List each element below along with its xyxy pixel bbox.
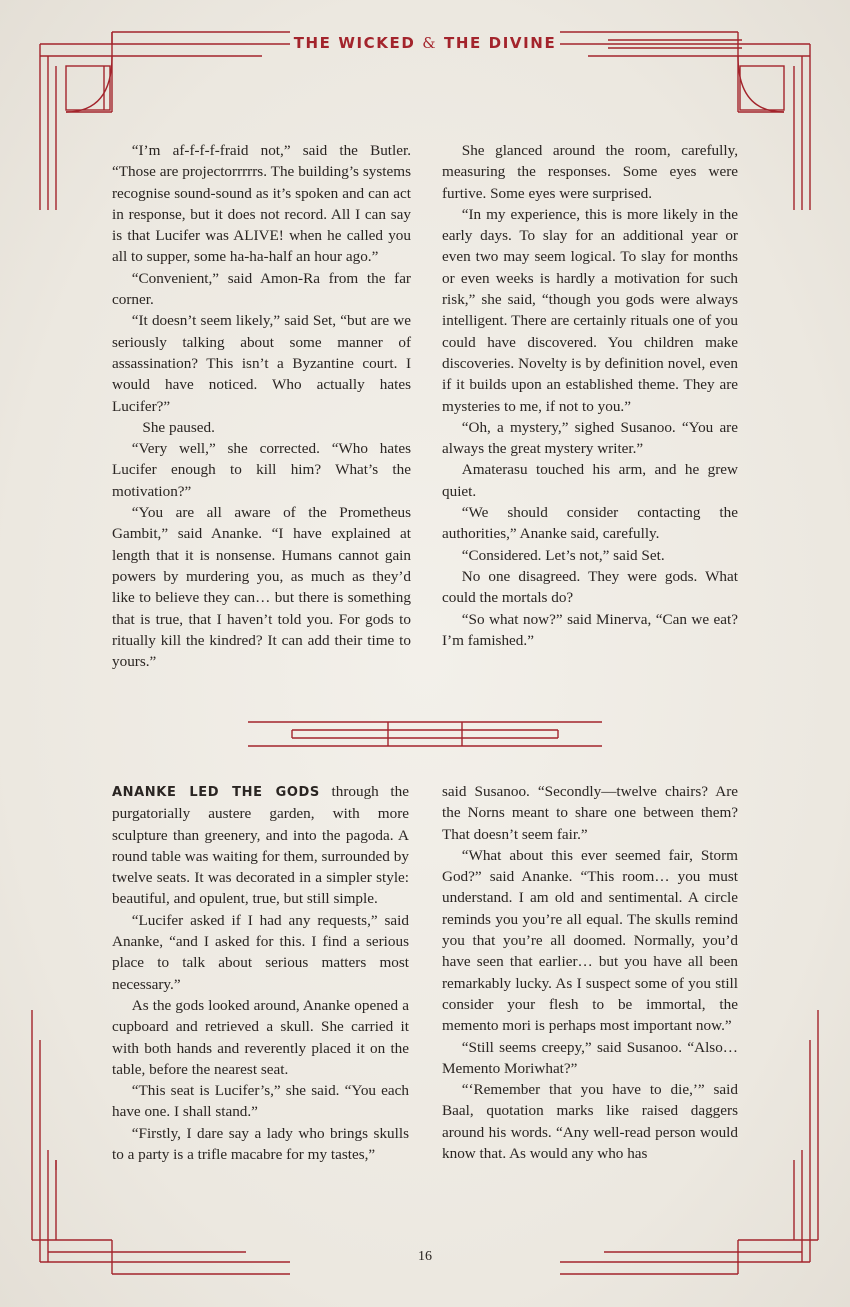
paragraph: “Lucifer asked if I had any requests,” said Ananke, “and I asked for this. I find a serious place to talk about serious matters most necessary.” — [112, 911, 409, 993]
page-number: 16 — [418, 1249, 432, 1264]
section1-right-column — [442, 140, 738, 651]
paragraph: She glanced around the room, carefully, measuring the responses. Some eyes were furtive. Some eyes were surprised. — [442, 142, 738, 202]
opening-paragraph-text: through the purgatorially austere garden, with more sculpture than greenery, and into the pagoda. A round table was waiting for them, surrounded by twelve seats. It was decorated in a simpler style: beautiful, and opulent, true, but still simple. — [112, 783, 409, 908]
paragraph: “So what now?” said Minerva, “Can we eat? I’m famished.” — [442, 610, 738, 649]
paragraph: She paused. — [142, 418, 215, 436]
running-header — [0, 34, 850, 52]
paragraph: “Very well,” she corrected. “Who hates Lucifer enough to kill him? What’s the motivation?” — [112, 440, 411, 500]
paragraph: “What about this ever seemed fair, Storm God?” said Ananke. “This room… you must understand. I am old and sentimental. A circle reminds you you’re all equal. The skulls remind you that you’re all doomed. Normally, you’d have seen that earlier… but you have all been remarkably lucky. As I suspect some of you still consider your flesh to be immortal, the memento mori is perhaps most important now.” — [442, 846, 738, 1035]
paragraph: “We should consider contacting the authorities,” Ananke said, carefully. — [442, 504, 738, 543]
header-ampersand: & — [422, 34, 438, 52]
paragraph: “‘Remember that you have to die,’” said Baal, quotation marks like raised daggers around his words. “Any well-read person would know that. As would any who has — [442, 1081, 738, 1163]
paragraph: “Considered. Let’s not,” said Set. — [461, 546, 665, 564]
paragraph: “Oh, a mystery,” sighed Susanoo. “You are always the great mystery writer.” — [442, 418, 738, 458]
section2-right-column — [442, 781, 738, 1164]
section-lead-in: ANANKE LED THE GODS — [112, 785, 320, 800]
paragraph: “I’m af-f-f-f-fraid not,” said the Butler. “Those are projectorrrrrs. The building’s systems recognise sound-sound as it’s spoken and can act in response, but it does not record. All I can say is that Lucifer was ALIVE! when he called you all to supper, some ha-ha-half an hour ago.” — [112, 142, 411, 266]
paragraph: said Susanoo. “Secondly—twelve chairs? Are the Norns meant to share one between them? That doesn’t seem fair.” — [442, 783, 738, 843]
paragraph: As the gods looked around, Ananke opened a cupboard and retrieved a skull. She carried it with both hands and reverently placed it on the table, before the nearest seat. — [112, 996, 409, 1078]
section1-left-column — [112, 140, 411, 672]
paragraph: No one disagreed. They were gods. What could the mortals do? — [442, 567, 738, 607]
section2-left-column — [112, 781, 409, 1165]
paragraph: “Convenient,” said Amon-Ra from the far corner. — [112, 269, 411, 309]
paragraph: Amaterasu touched his arm, and he grew quiet. — [442, 461, 738, 500]
paragraph: “Firstly, I dare say a lady who brings skulls to a party is a trifle macabre for my tastes,” — [112, 1124, 409, 1164]
paragraph: “You are all aware of the Prometheus Gambit,” said Ananke. “I have explained at length that it is nonsense. Humans cannot gain powers by murdering you, as much as they’d like to believe they can… but there is something that is true, that I haven’t told you. For gods to ritually kill the kindred? It can add their time to yours.” — [112, 504, 411, 671]
paragraph: “Still seems creepy,” said Susanoo. “Also… Memento Moriwhat?” — [442, 1038, 738, 1077]
header-title-left: THE WICKED — [293, 34, 416, 52]
paragraph: “In my experience, this is more likely in the early days. To slay for an additional year or even two may seem logical. To slay for months or even weeks is hardly a motivation for such risk,” she said, “though you gods were always intelligent. There are certainly rituals one of you could have discovered. You children make discoveries. Novelty is by definition novel, even if it builds upon an established theme. They are mysteries to me, if not to you.” — [442, 205, 738, 415]
section-divider-ornament — [248, 722, 602, 746]
paragraph: “This seat is Lucifer’s,” she said. “You each have one. I shall stand.” — [112, 1082, 409, 1121]
opening-paragraph — [112, 781, 409, 910]
paragraph: “It doesn’t seem likely,” said Set, “but are we seriously talking about some manner of assassination? This isn’t a Byzantine court. I would have noticed. Who actually hates Lucifer?” — [112, 312, 411, 415]
header-title-right: THE DIVINE — [444, 34, 557, 52]
